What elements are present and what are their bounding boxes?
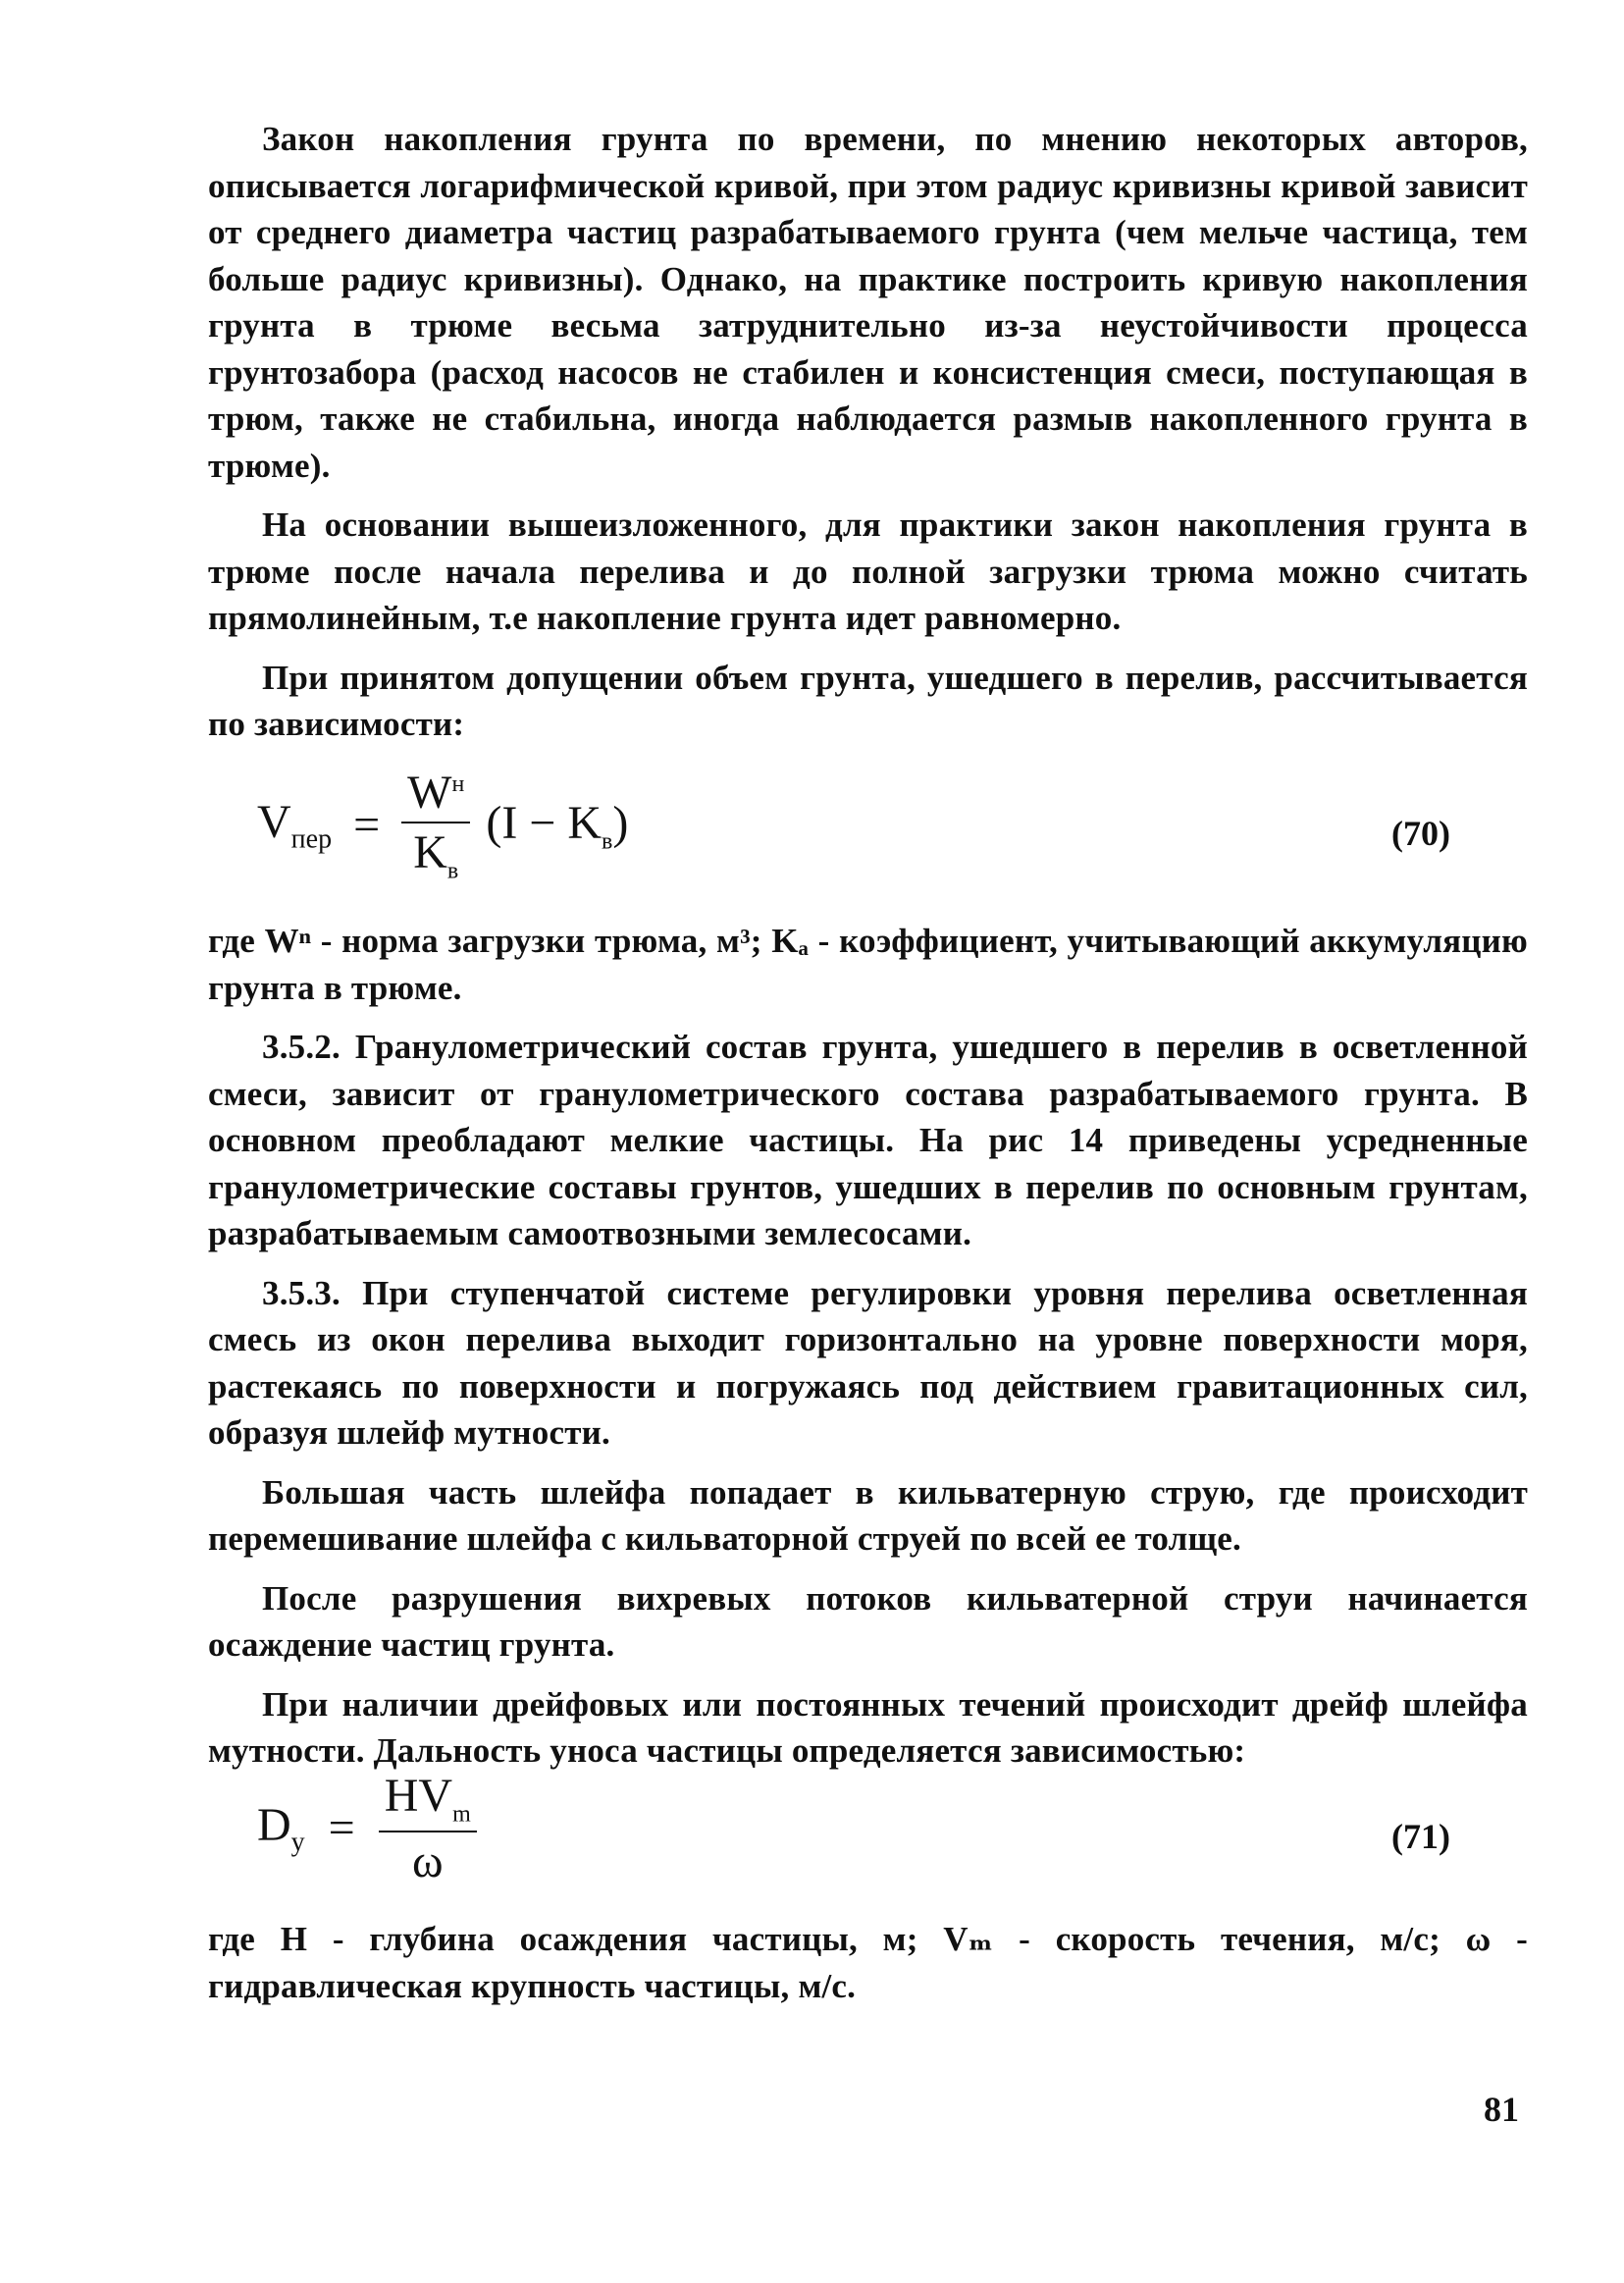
paragraph-p1: Закон накопления грунта по времени, по мнению некоторых авторов, описывается логарифмической кривой, при этом радиус кривизны кривой зависит от среднего диаметра частиц разрабатываемого грунта (чем мельче частица, тем больше радиус кривизны). Однако, на практике построить кривую накопления грунта в трюме весьма затруднительно из-за неустойчивости процесса грунтозабора (расход насосов не стабилен и консистенция смеси, поступающая в трюм, также не стабильна, иногда наблюдается размыв накопленного грунта в трюме). [208, 120, 1528, 485]
paragraph-p8: После разрушения вихревых потоков кильватерной струи начинается осаждение частиц грунта. [208, 1578, 1528, 1664]
page-number: 81 [1484, 2090, 1519, 2129]
formula-71-numerator: $HV_m$ [379, 1769, 477, 1832]
formula-70-tail: $(I - K_в)$ [486, 796, 629, 855]
formula-70-lhs: $V_{пер}$ [257, 796, 333, 855]
equation-number-71: (71) [1391, 1817, 1450, 1856]
formula-71-fraction [379, 1769, 477, 1888]
formula-71-lhs: $D_у$ [257, 1799, 305, 1858]
paragraph-p10: где H - глубина осаждения частицы, м; Vₘ - скорость течения, м/с; ω - гидравлическая крупность частицы, м/с. [208, 1920, 1528, 2005]
text-block-top [208, 116, 1528, 761]
formula-71-denominator: ω [411, 1834, 444, 1887]
paragraph-p6: 3.5.3. При ступенчатой системе регулировки уровня перелива осветленная смесь из окон перелива выходит горизонтально на уровне поверхности моря, растекаясь по поверхности и погружаясь под действием гравитационных сил, образуя шлейф мутности. [208, 1273, 1528, 1452]
paragraph-p9: При наличии дрейфовых или постоянных течений происходит дрейф шлейфа мутности. Дальность уноса частицы определяется зависимостью: [208, 1684, 1528, 1770]
text-block-bottom [208, 1916, 1528, 2022]
formula-70-equals: = [353, 799, 381, 852]
paragraph-p4: где Wⁿ - норма загрузки трюма, м³; Kₐ - коэффициент, учитывающий аккумуляцию грунта в трюме. [208, 922, 1528, 1007]
paragraph-p3: При принятом допущении объем грунта, ушедшего в перелив, рассчитывается по зависимости: [208, 658, 1528, 743]
formula-71-equals: = [328, 1802, 355, 1855]
formula-70-numerator: $W^н$ [401, 766, 470, 823]
paragraph-p2: На основании вышеизложенного, для практики закон накопления грунта в трюме после начала перелива и до полной загрузки трюма можно считать прямолинейным, т.е накопление грунта идет равномерно. [208, 505, 1528, 637]
formula-70-fraction [401, 766, 470, 885]
paragraph-p5: 3.5.2. Гранулометрический состав грунта, ушедшего в перелив в осветленной смеси, зависит от гранулометрического состава разрабатываемого грунта. В основном преобладают мелкие частицы. На рис 14 приведены усредненные гранулометрические составы грунтов, ушедших в перелив по основным грунтам, разрабатываемым самоотвозными землесосами. [208, 1028, 1528, 1252]
formula-70-denominator: $K_в$ [413, 826, 459, 884]
paragraph-p7: Большая часть шлейфа попадает в кильватерную струю, где происходит перемешивание шлейфа с кильваторной струей по всей ее толще. [208, 1472, 1528, 1558]
formula-71 [257, 1769, 477, 1888]
text-block-middle [208, 918, 1528, 1787]
formula-70 [257, 766, 628, 885]
equation-number-70: (70) [1391, 814, 1450, 853]
